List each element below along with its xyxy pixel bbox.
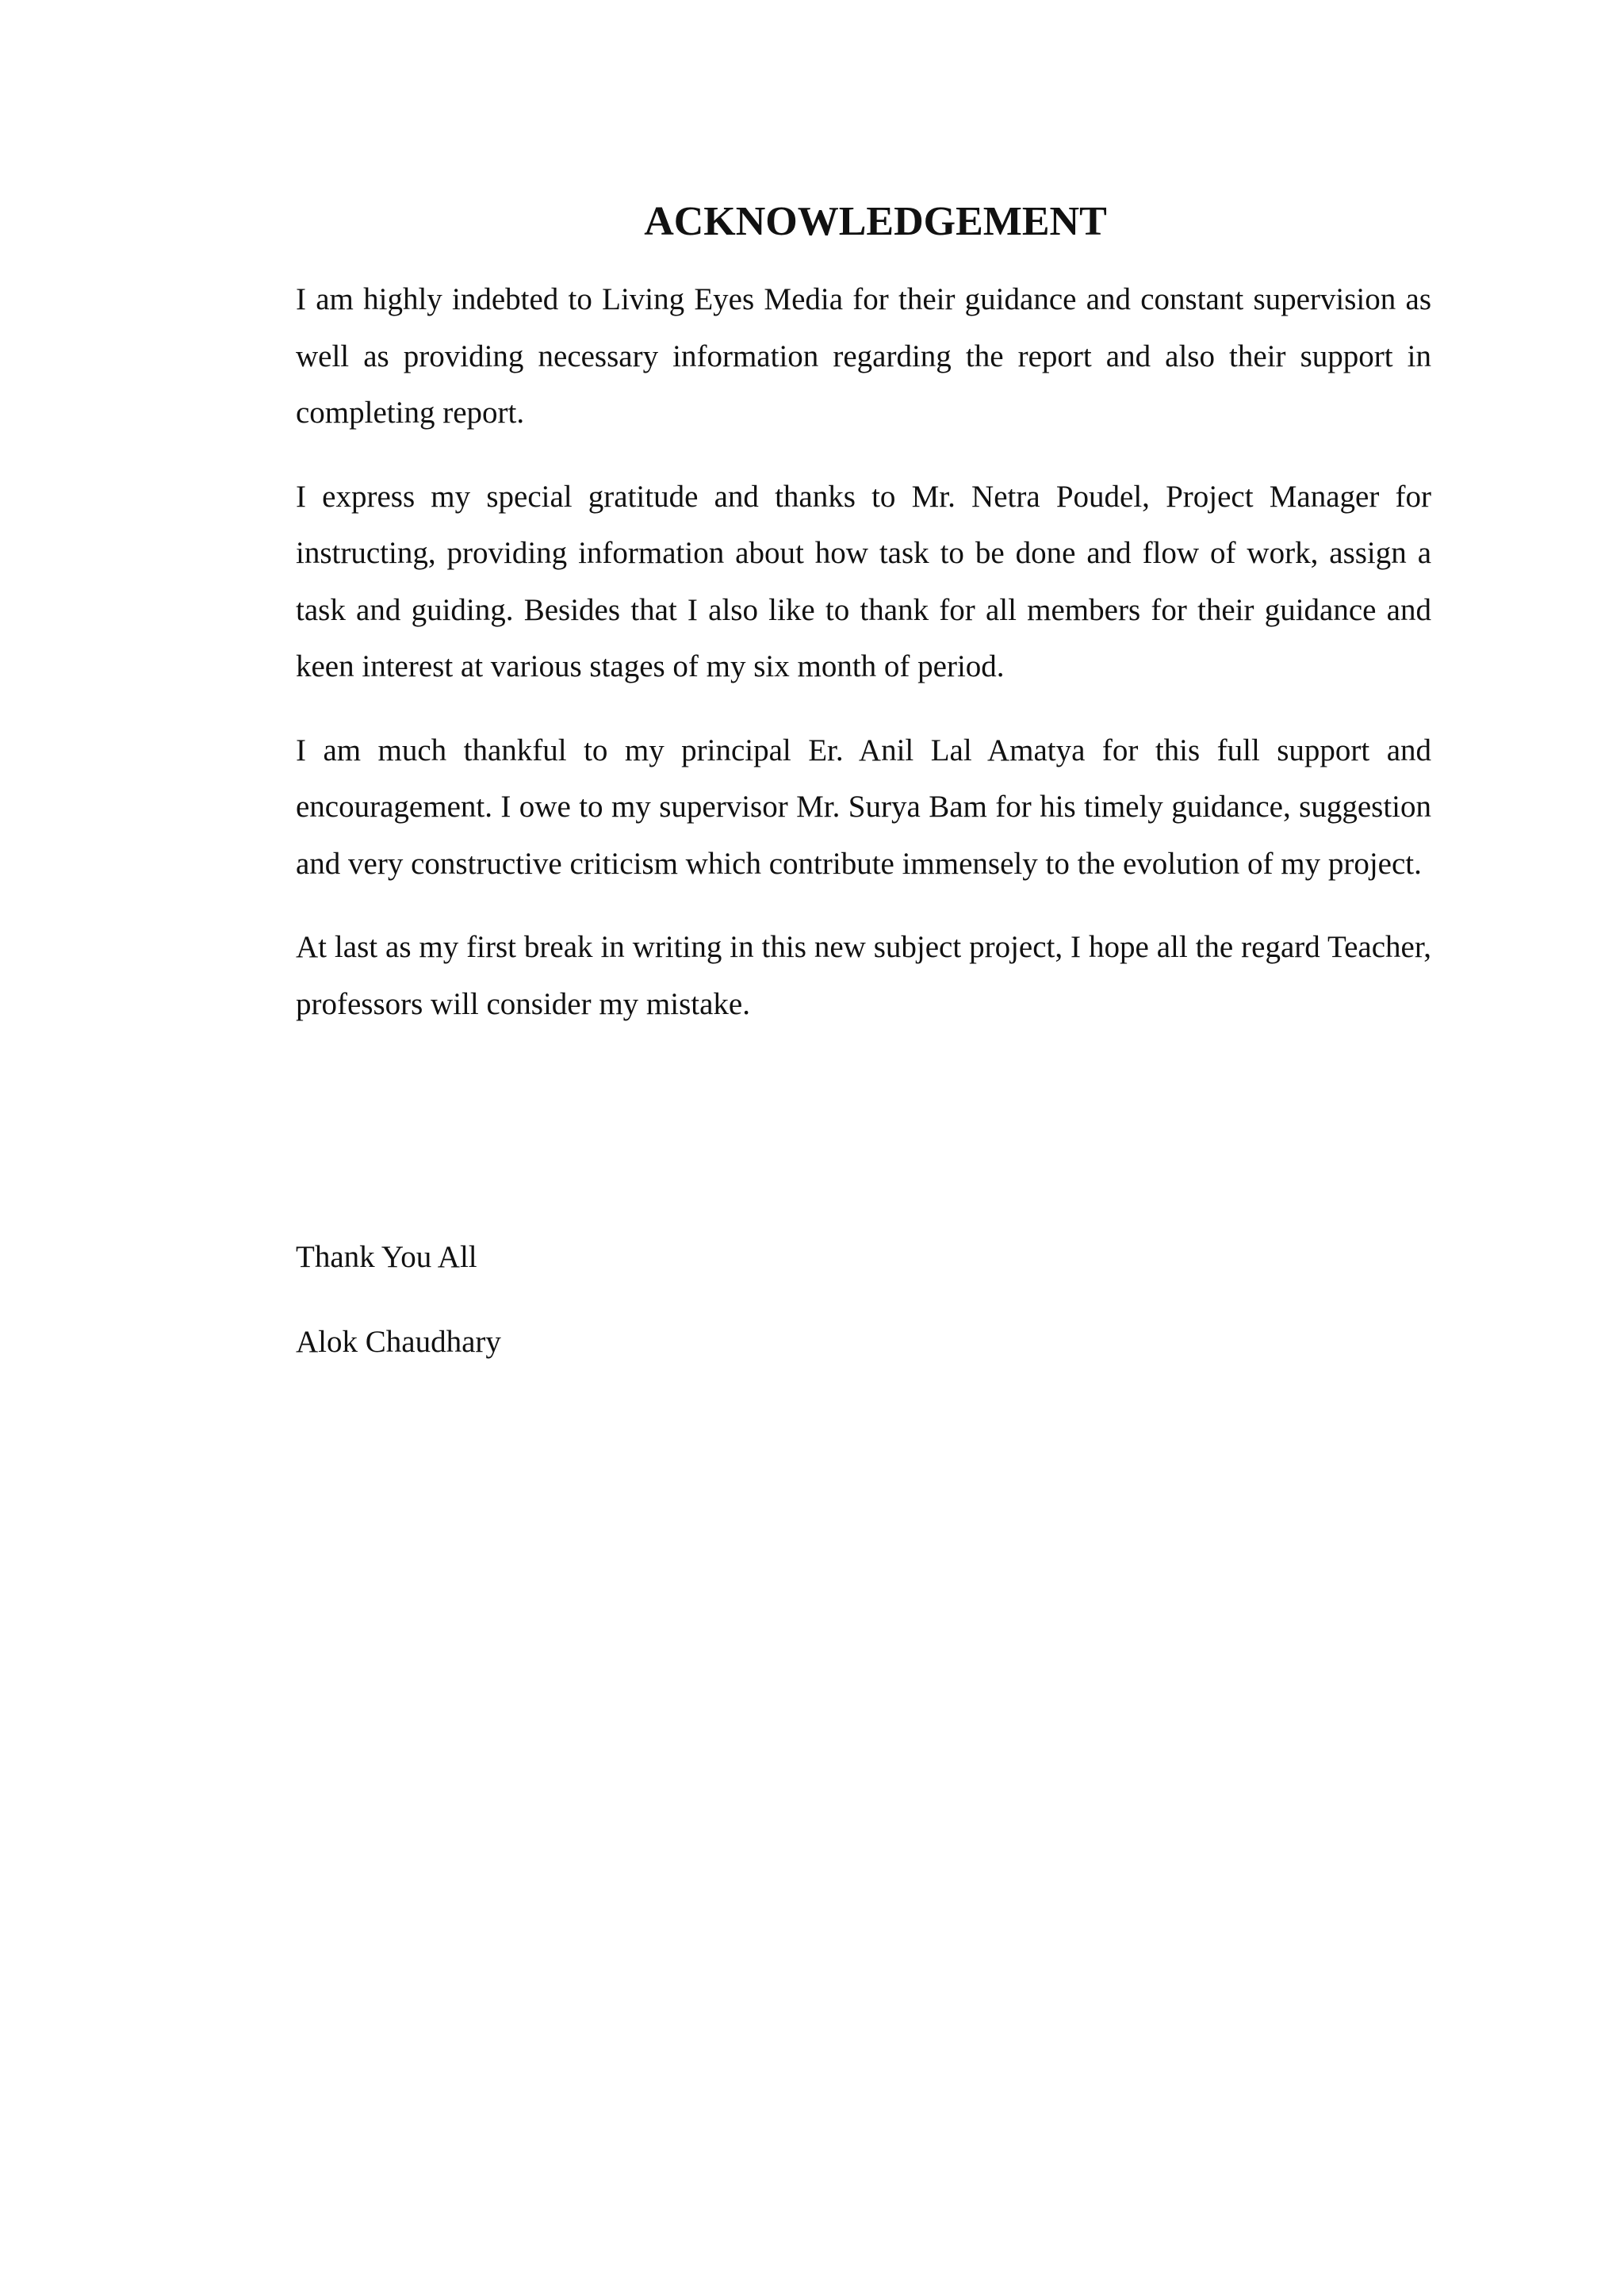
paragraph-3: I am much thankful to my principal Er. Anil Lal Amatya for this full support and encouragement. I owe to my supervisor Mr. Surya Bam for his timely guidance, suggestion and very constructive criticism which contribute immensely to the evolution of my project. bbox=[296, 733, 1431, 881]
paragraph-4: At last as my first break in writing in this new subject project, I hope all the regard Teacher, professors will consider my mistake. bbox=[296, 930, 1431, 1021]
signature-name: Alok Chaudhary bbox=[296, 1325, 501, 1359]
paragraph-2: I express my special gratitude and thanks to Mr. Netra Poudel, Project Manager for instructing, providing information about how task to be done and flow of work, assign a task and guiding. Besides that I also like to thank for all members for their guidance and keen interest at various stages of my six month of period. bbox=[296, 479, 1431, 683]
document-body bbox=[296, 197, 1431, 1032]
page-title: ACKNOWLEDGEMENT bbox=[644, 199, 1107, 244]
closing-line: Thank You All bbox=[296, 1240, 477, 1274]
paragraph-1: I am highly indebted to Living Eyes Media for their guidance and constant supervision as well as providing necessary information regarding the report and also their support in completing report. bbox=[296, 282, 1431, 430]
